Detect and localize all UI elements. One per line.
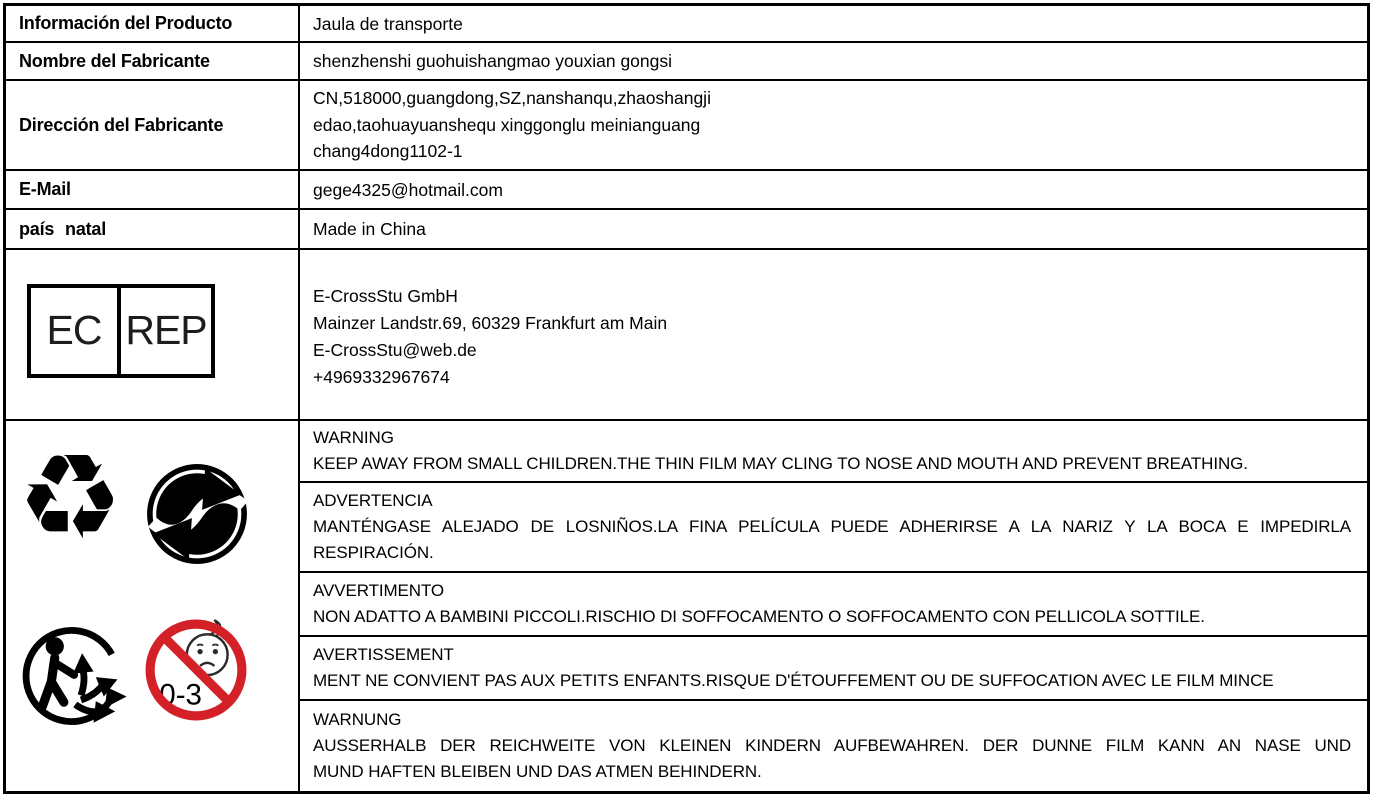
- row-label-cell: [6, 6, 300, 41]
- warning-text-fr: MENT NE CONVIENT PAS AUX PETITS ENFANTS.RISQUE D'ÉTOUFFEMENT OU DE SUFFOCATION AVEC LE FILM MINCE: [313, 671, 1274, 690]
- ec-rep-company: E-CrossStu GmbH: [313, 285, 458, 306]
- warning-section-fr: [300, 637, 1367, 701]
- triman-icon: [16, 619, 130, 733]
- row-value-cell: [300, 81, 1367, 169]
- table-row: [6, 210, 1367, 250]
- warning-section-en: [300, 421, 1367, 483]
- table-row: [6, 43, 1367, 81]
- ec-rep-email: E-CrossStu@web.de: [313, 339, 477, 360]
- table-row: [6, 6, 1367, 43]
- ec-badge: EC: [31, 288, 121, 374]
- product-info-label: Información del Producto: [19, 13, 233, 33]
- row-label-cell: [6, 43, 300, 79]
- age-warning-0-3-icon: [144, 618, 248, 722]
- manufacturer-name-label: Nombre del Fabricante: [19, 50, 210, 71]
- row-value-cell: [300, 210, 1367, 248]
- row-value-cell: [300, 171, 1367, 208]
- warning-title-es: ADVERTENCIA: [313, 491, 433, 510]
- row-value-cell: [300, 43, 1367, 79]
- ec-rep-phone: +4969332967674: [313, 366, 450, 387]
- row-value-cell: [300, 6, 1367, 41]
- warning-text-de-line-1: AUSSERHALB DER REICHWEITE VON KLEINEN KINDERN AUFBEWAHREN. DER DUNNE FILM KANN AN NASE UND: [313, 736, 1351, 755]
- email-label: E-Mail: [19, 179, 71, 199]
- eu-representative-row: [6, 250, 1367, 421]
- table-row: [6, 171, 1367, 210]
- info-table: [3, 3, 1370, 794]
- row-label-cell: [6, 81, 300, 169]
- warning-text-es-line-1: MANTÉNGASE ALEJADO DE LOSNIÑOS.LA FINA PELÍCULA PUEDE ADHERIRSE A LA NARIZ Y LA BOCA E IMPEDIRLA: [313, 517, 1351, 536]
- ec-rep-details-cell: [300, 250, 1367, 419]
- warning-text-de-line-2: MUND HAFTEN BLEIBEN UND DAS ATMEN BEHINDERN.: [313, 762, 762, 781]
- address-line-1: CN,518000,guangdong,SZ,nanshanqu,zhaoshangji: [313, 88, 711, 109]
- warning-title-de: WARNUNG: [313, 710, 402, 729]
- row-label-cell: [6, 171, 300, 208]
- ec-rep-address: Mainzer Landstr.69, 60329 Frankfurt am Main: [313, 312, 668, 333]
- address-line-2: edao,taohuayuanshequ xinggonglu meinianguang: [313, 114, 701, 135]
- warning-title-it: AVVERTIMENTO: [313, 581, 445, 600]
- warning-text-en: KEEP AWAY FROM SMALL CHILDREN.THE THIN FILM MAY CLING TO NOSE AND MOUTH AND PREVENT BREATHING.: [313, 454, 1248, 473]
- warning-title-en: WARNING: [313, 428, 394, 447]
- warnings-column: [300, 421, 1367, 791]
- row-label-cell: [6, 210, 300, 248]
- age-range-label: 0-3: [159, 678, 203, 712]
- manufacturer-name-value: shenzhenshi guohuishangmao youxian gongsi: [313, 51, 673, 71]
- warning-section-es: [300, 483, 1367, 573]
- rep-badge: REP: [125, 307, 207, 353]
- warning-text-es-line-2: RESPIRACIÓN.: [313, 543, 434, 562]
- universal-recycling-icon: ♻: [17, 428, 123, 566]
- table-row: [6, 81, 1367, 171]
- email-value: gege4325@hotmail.com: [313, 179, 503, 200]
- manufacturer-address-label: Dirección del Fabricante: [19, 114, 224, 135]
- green-dot-icon: [144, 461, 250, 567]
- warning-section-de: [300, 701, 1367, 791]
- country-of-origin-value: Made in China: [313, 219, 426, 239]
- country-of-origin-label: país natal: [19, 218, 107, 239]
- ec-rep-icon: [27, 284, 215, 378]
- address-line-3: chang4dong1102-1: [313, 141, 463, 162]
- warning-section-it: [300, 573, 1367, 637]
- warning-text-it: NON ADATTO A BAMBINI PICCOLI.RISCHIO DI SOFFOCAMENTO O SOFFOCAMENTO CON PELLICOLA SOTTILE.: [313, 607, 1205, 626]
- ec-rep-symbol-cell: [6, 250, 300, 419]
- product-info-value: Jaula de transporte: [313, 13, 463, 34]
- pictograms-cell: [6, 421, 300, 791]
- warning-title-fr: AVERTISSEMENT: [313, 645, 454, 664]
- warnings-row: [6, 421, 1367, 791]
